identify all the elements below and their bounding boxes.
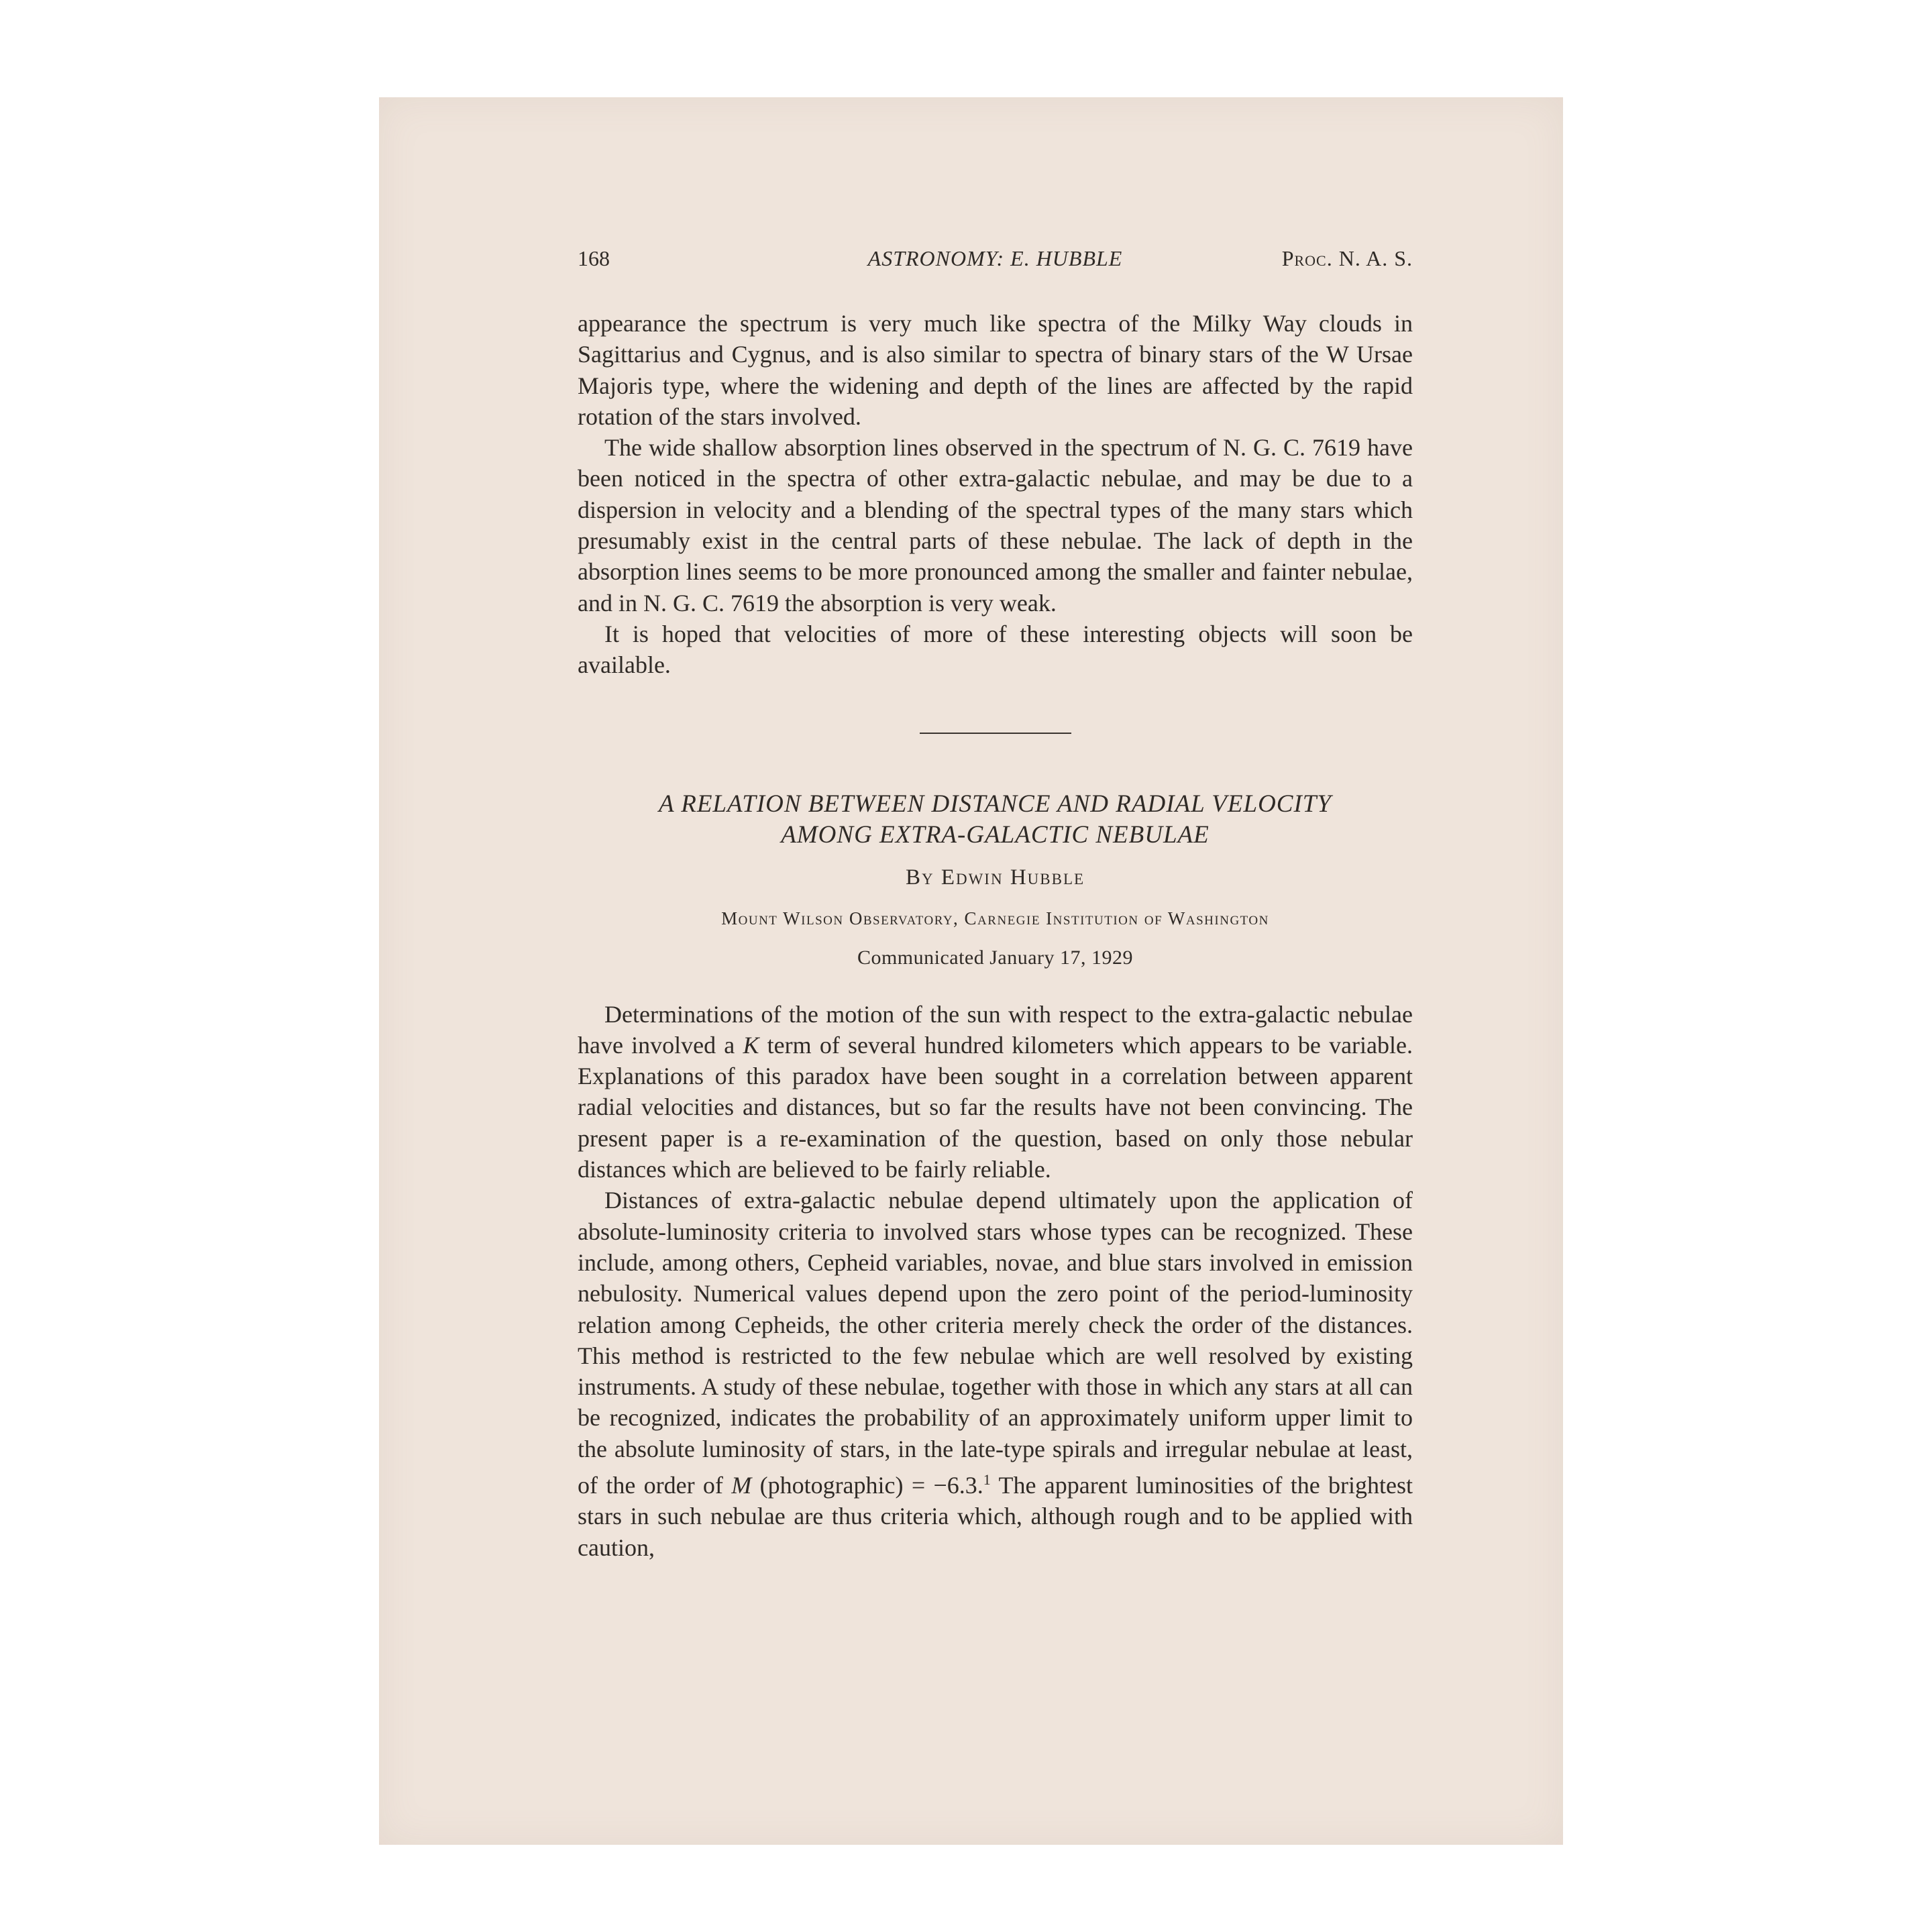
text-run: Determinations of the motion of the sun with respect to the extra-galactic nebulae have involved a: [578, 1000, 1413, 1059]
title-line: AMONG EXTRA-GALACTIC NEBULAE: [781, 820, 1210, 849]
paragraph: It is hoped that velocities of more of these interesting objects will soon be available.: [578, 620, 1413, 679]
section-divider: [920, 733, 1071, 734]
running-head: [578, 246, 1413, 286]
text-run: (photographic) = −6.3.: [751, 1472, 983, 1499]
magnitude-symbol: M: [731, 1472, 752, 1499]
paper-page: [379, 97, 1563, 1845]
footnote-marker[interactable]: 1: [983, 1471, 991, 1489]
running-title: ASTRONOMY: E. HUBBLE: [867, 246, 1123, 270]
text-run: term of several hundred kilometers which appears to be variable. Explanations of this paradox have been sought in a correlation between apparent radial velocities and distances, but so far the results have not been convincing. The present paper is a re-examination of the question, based on only those nebular distances which are believed to be fairly reliable.: [578, 1031, 1413, 1183]
previous-article-text: [578, 308, 1413, 681]
k-term-symbol: K: [743, 1031, 759, 1059]
page-number: 168: [578, 246, 610, 270]
title-line: A RELATION BETWEEN DISTANCE AND RADIAL VELOCITY: [659, 790, 1332, 818]
communication-date: Communicated January 17, 1929: [857, 946, 1134, 969]
paragraph: The wide shallow absorption lines observed in the spectrum of N. G. C. 7619 have been noticed in the spectra of other extra-galactic nebulae, and may be due to a dispersion in velocity and a blending of the spectral types of the many stars which presumably exist in the central parts of these nebulae. The lack of depth in the absorption lines seems to be more pronounced among the smaller and fainter nebulae, and in N. G. C. 7619 the absorption is very weak.: [578, 434, 1413, 616]
page-content: [578, 246, 1413, 1563]
article-body: [578, 999, 1413, 1563]
article-title: [578, 789, 1413, 851]
text-run: Distances of extra-galactic nebulae depend ultimately upon the application of absolute-luminosity criteria to involved stars whose types can be recognized. These include, among others, Cepheid variables, novae, and blue stars involved in emission nebulosity. Numerical values depend upon the zero point of the period-luminosity relation among Cepheids, the other criteria merely check the order of the distances. This method is restricted to the few nebulae which are well resolved by existing instruments. A study of these nebulae, together with those in which any stars at all can be recognized, indicates the probability of an approximately uniform upper limit to the absolute luminosity of stars, in the late-type spirals and irregular nebulae at least, of the order of: [578, 1187, 1413, 1499]
paragraph: [578, 999, 1413, 1185]
journal-name: Proc. N. A. S.: [1281, 246, 1413, 270]
author-byline: By Edwin Hubble: [905, 865, 1085, 890]
author-affiliation: Mount Wilson Observatory, Carnegie Institution of Washington: [721, 908, 1269, 928]
paragraph: appearance the spectrum is very much like spectra of the Milky Way clouds in Sagittarius and Cygnus, and is also similar to spectra of binary stars of the W Ursae Majoris type, where the widening and depth of the lines are affected by the rapid rotation of the stars involved.: [578, 310, 1413, 430]
text-run: The apparent luminosities of the brightest stars in such nebulae are thus criteria which, although rough and to be applied with caution,: [578, 1472, 1413, 1561]
paragraph: [578, 1185, 1413, 1563]
